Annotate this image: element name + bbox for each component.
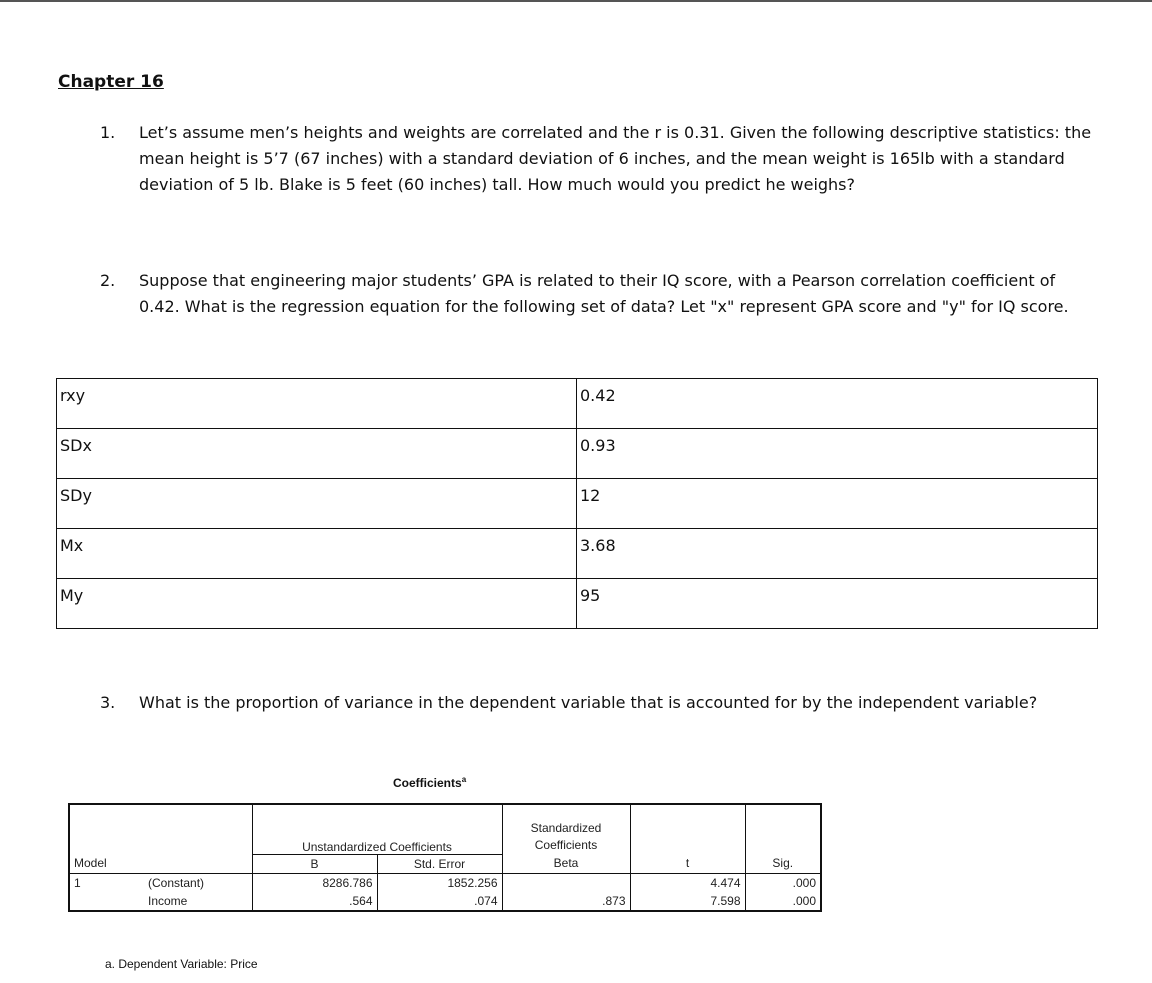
beta-header: Beta [502, 854, 630, 873]
question-number: 2. [100, 271, 116, 290]
standardized-header: Standardized Coefficients [502, 804, 630, 854]
stat-value: 12 [577, 479, 1098, 529]
predictor-name: Income [144, 892, 252, 911]
table-row [69, 892, 821, 911]
stat-label: SDy [57, 479, 577, 529]
std-error-value: 1852.256 [377, 873, 502, 892]
table-row [69, 873, 821, 892]
coefficients-table [68, 803, 822, 912]
coefficients-title [393, 775, 466, 790]
stat-value: 95 [577, 579, 1098, 629]
t-value: 7.598 [630, 892, 745, 911]
beta-value [502, 873, 630, 892]
question-text: What is the proportion of variance in the dependent variable that is accounted for by the independent variable? [139, 693, 1038, 712]
stat-value: 0.42 [577, 379, 1098, 429]
table-header-row [69, 804, 821, 854]
table-header-row [69, 854, 821, 873]
stat-value: 0.93 [577, 429, 1098, 479]
table-row [57, 479, 1098, 529]
question-number: 3. [100, 693, 116, 712]
beta-value: .873 [502, 892, 630, 911]
std-error-header: Std. Error [377, 854, 502, 873]
b-value: 8286.786 [252, 873, 377, 892]
b-value: .564 [252, 892, 377, 911]
descriptive-stats-table [56, 378, 1098, 629]
stat-label: SDx [57, 429, 577, 479]
table-row [57, 429, 1098, 479]
std-error-value: .074 [377, 892, 502, 911]
stat-label: Mx [57, 529, 577, 579]
table-row [57, 529, 1098, 579]
question-text: Let’s assume men’s heights and weights are correlated and the r is 0.31. Given the following descriptive statistics: the mean height is 5’7 (67 inches) with a standard deviation of 6 inches, and the mean weight is 165lb with a standard deviation of 5 lb. Blake is 5 feet (60 inches) tall. How much would you predict he weighs? [139, 123, 1092, 194]
table-row [57, 579, 1098, 629]
t-value: 4.474 [630, 873, 745, 892]
model-number [69, 892, 144, 911]
sig-header: Sig. [745, 854, 821, 873]
model-number: 1 [69, 873, 144, 892]
question-number: 1. [100, 123, 116, 142]
sig-value: .000 [745, 892, 821, 911]
question-3 [100, 690, 1100, 750]
coefficients-title-text: Coefficients [393, 776, 462, 790]
table-row [57, 379, 1098, 429]
predictor-name: (Constant) [148, 875, 205, 890]
coefficients-title-superscript: a [461, 775, 467, 784]
model-header: Model [69, 854, 252, 873]
stat-label: rxy [57, 379, 577, 429]
unstandardized-header: Unstandardized Coefficients [252, 804, 502, 854]
question-1 [100, 120, 1100, 240]
b-header: B [252, 854, 377, 873]
stat-value: 3.68 [577, 529, 1098, 579]
stat-label: My [57, 579, 577, 629]
sig-value: .000 [745, 873, 821, 892]
question-text: Suppose that engineering major students’ GPA is related to their IQ score, with a Pearson correlation coefficient of 0.42. What is the regression equation for the following set of data? Let "x" represent GPA score and "y" for IQ score. [139, 271, 1069, 316]
table-footnote: a. Dependent Variable: Price [105, 957, 258, 971]
top-border-line [0, 0, 1152, 2]
chapter-heading: Chapter 16 [58, 72, 164, 92]
t-header: t [630, 854, 745, 873]
question-2 [100, 268, 1100, 358]
